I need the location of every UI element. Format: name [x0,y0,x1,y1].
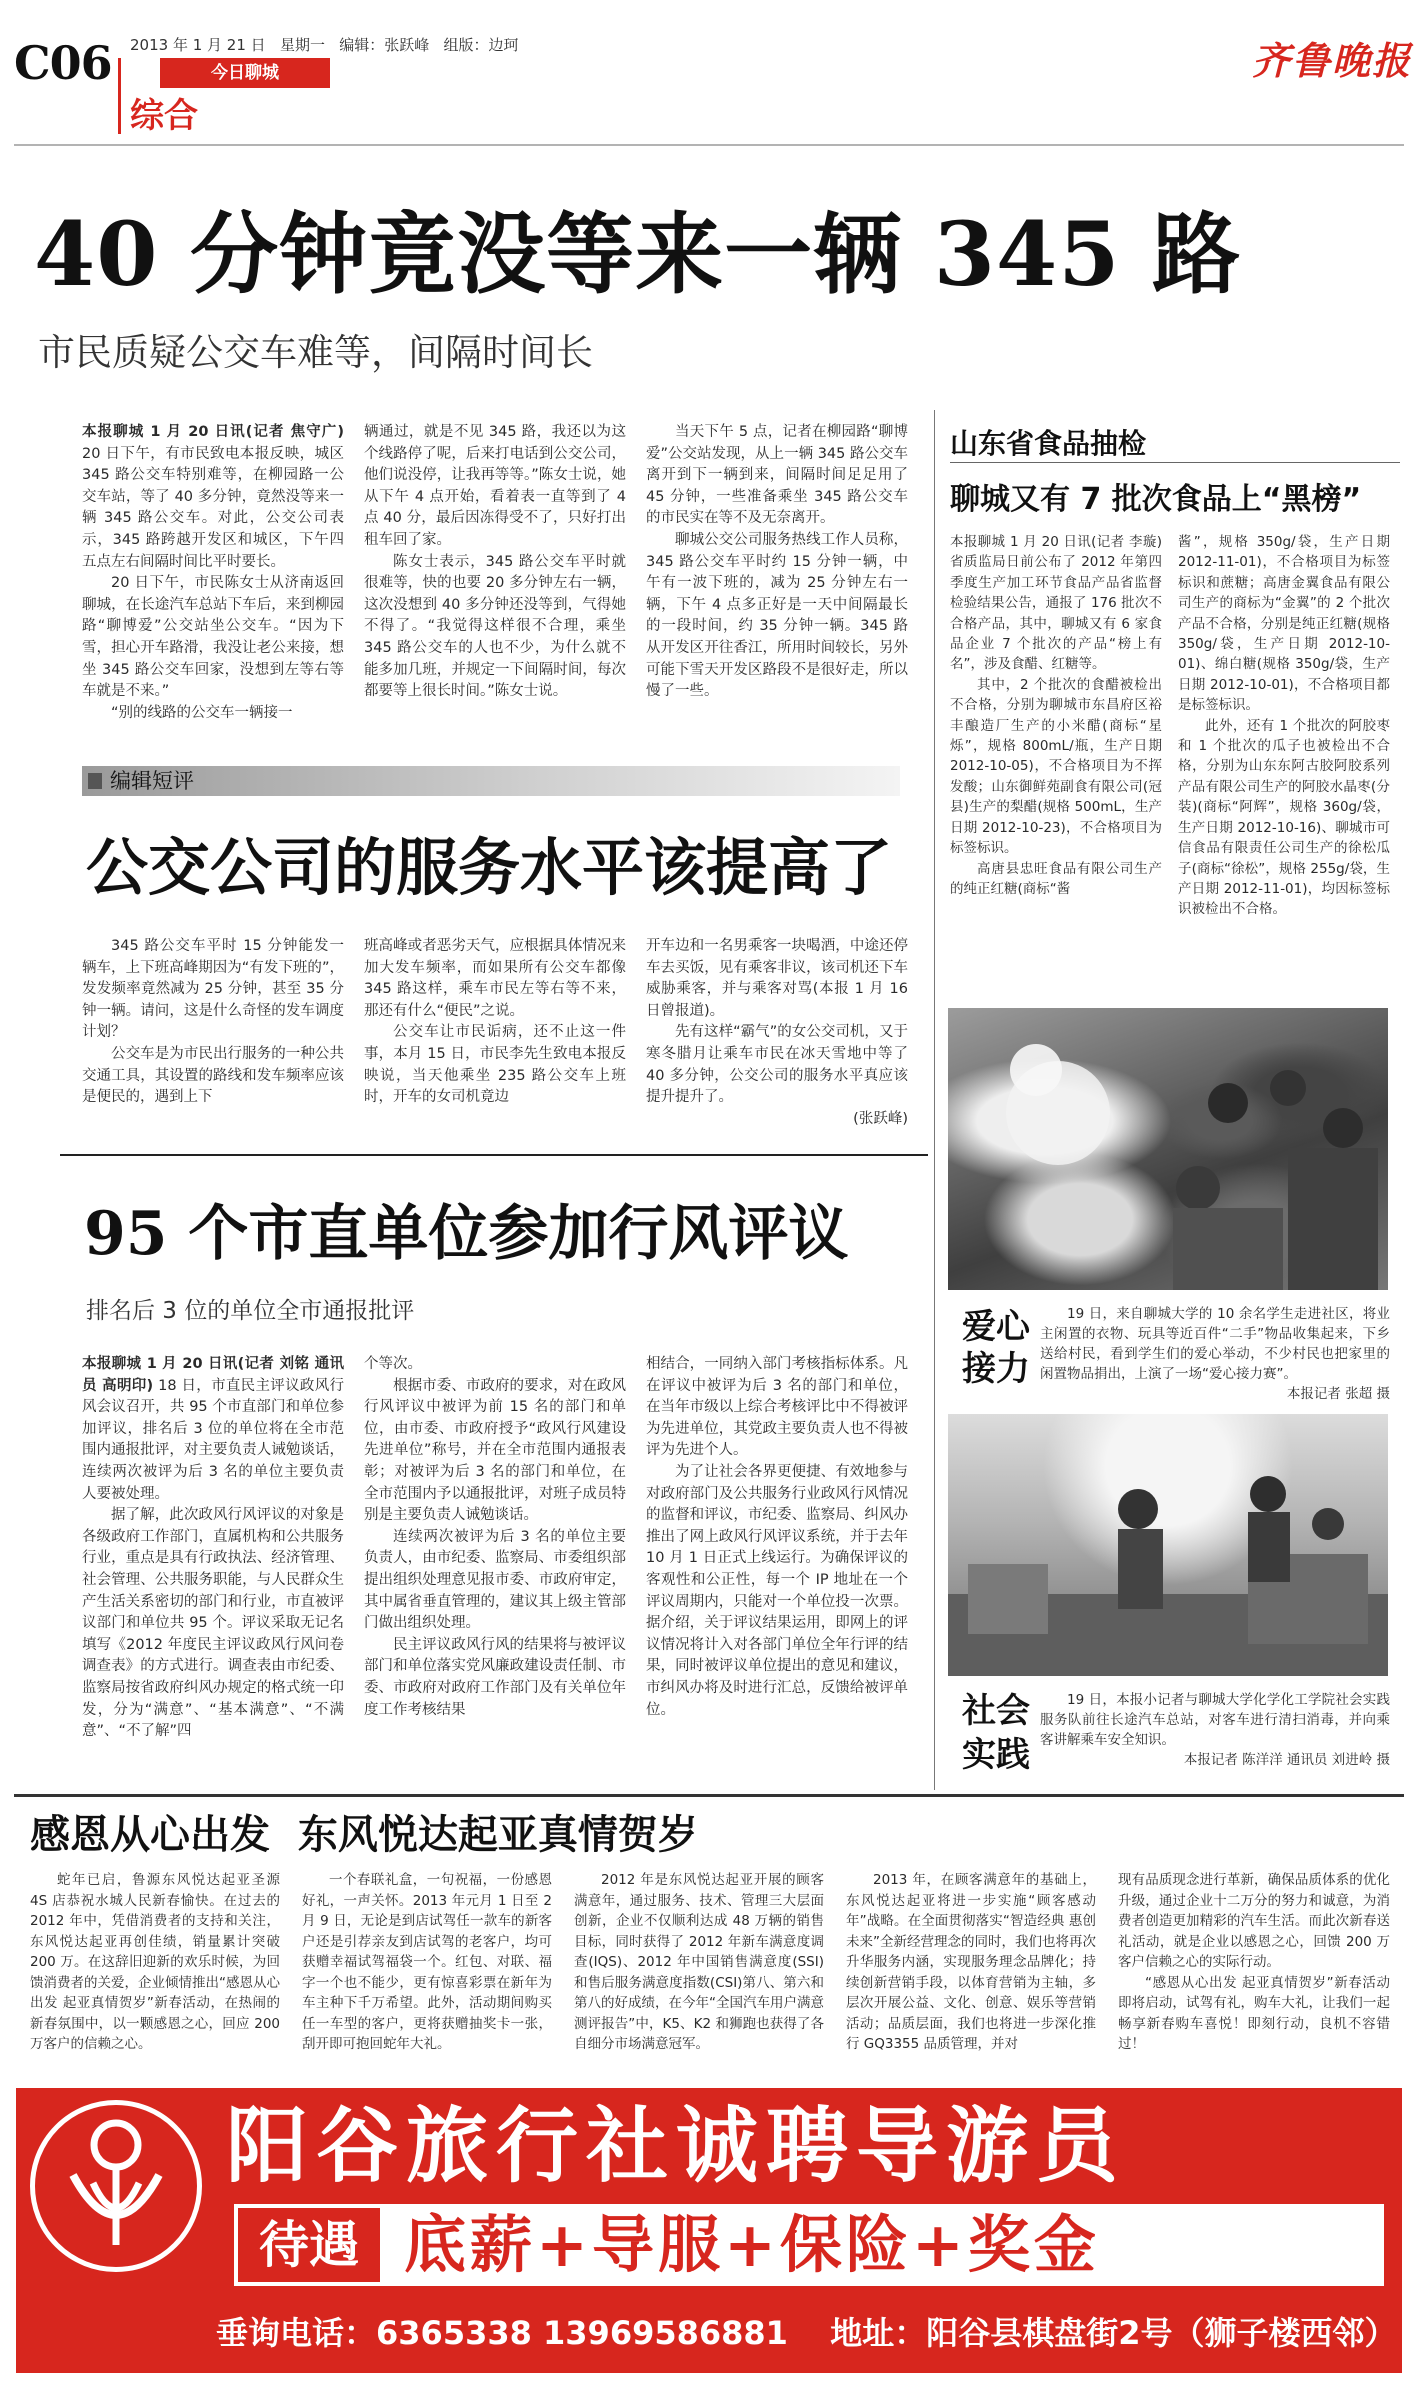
photo-charity-label-b: 接力 [962,1349,1030,1389]
photo-charity-caption-text: 19 日，来自聊城大学的 10 余名学生走进社区，将业主闲置的衣物、玩具等近百件“二手”物品收集起来，下乡送给村民，看到学生们的爱心举动，不少村民也把家里的闲置物品捐出，上演了一场“爱心接力赛”。 [1040,1306,1390,1382]
food-col2 [1178,532,1390,920]
units-text-2: 个等次。 [364,1356,422,1372]
bus-text-3: 当天下午 5 点，记者在柳园路“聊博爱”公交站发现，从上一辆 345 路公交车离开到下一辆到来，间隔时间足足用了 45 分钟，一些准备乘坐 345 路公交车的市民实在等不及无奈离开。 [646,424,908,527]
section-name: 综合 [130,96,198,136]
editorial-bullet [88,773,102,789]
food-heading-rule [950,462,1400,463]
ad-benefit-label: 待遇 [234,2204,384,2286]
header-divider [14,144,1404,146]
units-subtitle: 排名后 3 位的单位全市通报批评 [86,1298,415,1324]
editorial-text-2b: 公交车让市民诟病，还不止这一件事，本月 15 日，市民李先生致电本报反映说，当天他乘坐 235 路公交车上班时，开车的女司机竟边 [364,1024,626,1106]
section-divider-2 [14,1794,1404,1797]
editorial-text-1b: 公交车是为市民出行服务的一种公共交通工具，其设置的路线和发车频率应该是便民的，遇到上下 [82,1045,344,1106]
photo-charity-caption [1040,1304,1390,1404]
photo-bus-label-b: 实践 [962,1735,1030,1775]
editorial-col2 [364,936,626,1109]
ad-title: 阳谷旅行社诚聘导游员 [226,2098,1127,2194]
editorial-text-2: 班高峰或者恶劣天气，应根据具体情况来加大发车频率，而如果所有公交车都像 345 路这样，乘车市民左等右等不来，那还有什么“便民”之说。 [364,938,626,1019]
promo-title: 感恩从心出发 东风悦达起亚真情贺岁 [30,1811,698,1858]
column-divider [934,410,935,1790]
bus-text-3b: 聊城公交公司服务热线工作人员称，345 路公交车平时约 15 分钟一辆，中午有一波下班的，减为 25 分钟左右一辆，下午 4 点多正好是一天中间隔最长的一段时间，约 35 分钟一辆。345 路从开发区开往香江，所用时间较长，另外可能下雪天开发区路段不是很好走，所以慢了一些。 [646,531,908,700]
units-text-2d: 民主评议政风行风的结果将与被评议部门和单位落实党风廉政建设责任制、市委、市政府对政府工作部门及有关单位年度工作考核结果 [364,1636,626,1718]
page-header [0,0,1417,135]
photo-charity-credit: 本报记者 张超 摄 [1286,1386,1390,1402]
units-col2 [364,1354,626,1721]
editorial-title: 公交公司的服务水平该提高了 [86,831,893,904]
bus-text-1: 20 日下午，有市民致电本报反映，城区 345 路公交车特别难等，在柳园路一公交车站，等了 40 多分钟，竟然没等来一辆 345 路公交车。对此，公交公司表示，345 路跨越开发区和城区，下午四五点左右间隔时间比平时要长。 [82,445,344,570]
photo-bus-credit: 本报记者 陈洋洋 通讯员 刘进岭 摄 [1183,1752,1390,1768]
editorial-sign: (张跃峰) [853,1110,908,1127]
bus-text-1c: “别的线路的公交车一辆接一 [111,704,293,721]
editorial-label-bar [82,766,900,796]
promo-col2 [302,1870,552,2055]
photo-bus-caption [1040,1690,1390,1770]
editorial-label: 编辑短评 [110,769,194,793]
promo-text-4: 2013 年，在顾客满意年的基础上，东风悦达起亚将进一步实施“顾客感动年”战略。在全面贯彻落实“智造经典 惠创未来”全新经营理念的同时，我们也将再次升华服务内涵，实现服务理念品牌化；持续创新营销手段，以体育营销为主轴，多层次开展公益、文化、创意、娱乐等营销活动；品质层面，我们也将进一步深化推行 GQ3355 品质管理，并对 [846,1872,1096,2052]
units-text-3: 相结合，一同纳入部门考核指标体系。凡在评议中被评为后 3 名的部门和单位，在当年市级以上综合考核评比中不得被评为先进单位，其党政主要负责人也不得被评为先进个人。 [646,1356,908,1459]
photo-charity-label-a: 爱心 [962,1307,1030,1347]
promo-text-2: 一个春联礼盒，一句祝福，一份感恩好礼，一声关怀。2013 年元月 1 日至 2 月 9 日，无论是到店试驾任一款车的新客户还是引荐亲友到店试驾的老客户，均可获赠幸福试驾福袋一个。红包、对联、福字一个也不能少，更有惊喜彩票在新年为车主种下千万希望。此外，活动期间购买任一车型的客户，更将获赠抽奖卡一张，刮开即可抱回蛇年大礼。 [302,1872,552,2052]
bus-byline: 本报聊城 1 月 20 日讯(记者 焦守广) [82,424,344,440]
food-heading: 山东省食品抽检 [950,427,1147,460]
units-text-1: 18 日，市直民主评议政风行风会议召开，共 95 个市直部门和单位参加评议，排名后 3 位的单位将在全市范围内通报批评，对主要负责人诫勉谈话，连续两次被评为后 3 名的单位主要负责人要被处理。 [82,1377,344,1502]
photo-bus-label-a: 社会 [962,1691,1030,1731]
editorial-col3 [646,936,908,1130]
ad-contact [216,2308,1397,2358]
food-text-1b: 其中，2 个批次的食醋被检出不合格，分别为聊城市东昌府区裕丰酿造厂生产的小米醋(商标“星烁”，规格 800mL/瓶，生产日期 2012-10-05)，不合格项目为不挥发酸；山东御鲜苑副食有限公司(冠县)生产的梨醋(规格 500mL，生产日期 2012-10-23)，不合格项目为标签标识。 [950,676,1162,857]
section-tag: 今日聊城 [160,58,330,88]
promo-col4 [846,1870,1096,2055]
promo-text-5b: “感恩从心出发 起亚真情贺岁”新春活动即将启动，试驾有礼，购车大礼，让我们一起畅享新春购车喜悦！即刻行动，良机不容错过！ [1118,1974,1390,2052]
units-col3 [646,1354,908,1721]
editorial-col1 [82,936,344,1109]
units-text-2c: 连续两次被评为后 3 名的单位主要负责人，由市纪委、监察局、市委组织部提出组织处理意见报市委、市政府审定，其中属省垂直管理的，建议其上级主管部门做出组织处理。 [364,1528,626,1632]
ad-banner [16,2088,1402,2373]
food-title: 聊城又有 7 批次食品上“黑榜” [950,482,1362,517]
editorial-text-1: 345 路公交车平时 15 分钟能发一辆车，上下班高峰期因为“有发下班的”，发发频率竟然减为 25 分钟，甚至 35 分钟一辆。请问，这是什么奇怪的发车调度计划？ [82,938,344,1041]
ad-phone: 6365338 13969586881 [376,2314,788,2352]
food-col1 [950,532,1162,899]
promo-text-1: 蛇年已启，鲁源东风悦达起亚圣源 4S 店恭祝水城人民新春愉快。在过去的 2012 年中，凭借消费者的支持和关注，东风悦达起亚再创佳绩，销量累计突破 200 万。在这辞旧迎新的欢乐时候，为回馈消费者的关爱，企业倾情推出“感恩从心出发 起亚真情贺岁”新春活动，在热闹的新春氛围中，以一颗感恩之心，回应 200 万客户的信赖之心。 [30,1872,280,2052]
promo-col1 [30,1870,280,2055]
promo-col3 [574,1870,824,2055]
date-line: 2013 年 1 月 21 日 星期一 编辑：张跃峰 组版：边珂 [130,36,519,54]
bus-text-1b: 20 日下午，市民陈女士从济南返回聊城，在长途汽车总站下车后，来到柳园路“聊博爱”公交站坐公交车。“因为下雪，担心开车路滑，我没让老公来接，想坐 345 路公交车回家，没想到左等右等车就是不来。” [82,575,344,700]
lead-headline: 40 分钟竟没等来一辆 345 路 [34,202,1242,306]
section-divider-1 [60,1154,928,1156]
bus-text-2b: 陈女士表示，345 路公交车平时就很难等，快的也要 20 多分钟左右一辆，这次没想到 40 多分钟还没等到，气得她不得了。“我觉得这样很不合理，乘坐 345 路公交车的人也不少，为什么就不能多加几班，并规定一下间隔时间，每次都要等上很长时间。”陈女士说。 [364,553,626,700]
ad-logo [30,2100,202,2272]
bus-article-col2 [364,422,626,703]
food-text-2: 酱”，规格 350g/袋，生产日期 2012-11-01)，不合格项目为标签标识和蔗糖；高唐金翼食品有限公司生产的商标为“金翼”的 2 个批次产品不合格，分别是纯正红糖(规格 350g/袋，生产日期 2012-10-01)、绵白糖(规格 350g/袋，生产日期 2012-10-01)，不合格项目都是标签标识。 [1178,534,1390,714]
units-text-3b: 为了让社会各界更便捷、有效地参与对政府部门及公共服务行业政风行风情况的监督和评议，市纪委、监察局、纠风办推出了网上政风行风评议系统，并于去年 10 月 1 日正式上线运行。为确保评议的客观性和公正性，每一个 IP 地址在一个评议周期内，只能对一个单位投一次票。据介绍，关于评议结果运用，即网上的评议情况将计入对各部门单位全年行评的结果，同时被评议单位提出的意见和建议，市纠风办将及时进行汇总，反馈给被评单位。 [646,1463,908,1718]
bus-text-2: 辆通过，就是不见 345 路，我还以为这个线路停了呢，后来打电话到公交公司，他们说没停，让我再等等。”陈女士说，她从下午 4 点开始，看着表一直等到了 4 点 40 分，最后因冻得受不了，只好打出租车回了家。 [364,424,626,548]
photo-charity-shapes [948,1008,1388,1290]
photo-bus-cleaning [948,1414,1388,1676]
promo-text-5: 现有品质现念进行革新，确保品质体系的优化升级，通过企业十二万分的努力和诚意，为消费者创造更加精彩的汽车生活。而此次新春送礼活动，就是企业以感恩之心，回馈 200 万客户信赖之心的实际行动。 [1118,1872,1390,1970]
ad-address: 阳谷县棋盘街2号（狮子楼西邻） [926,2314,1397,2352]
editorial-text-3b: 先有这样“霸气”的女公交司机，又于寒冬腊月让乘车市民在冰天雪地中等了 40 多分钟，公交公司的服务水平真应该提升提升了。 [646,1024,908,1106]
lead-subtitle: 市民质疑公交车难等，间隔时间长 [38,331,593,374]
promo-col5 [1118,1870,1390,2055]
ad-address-label: 地址： [830,2314,927,2352]
units-byline: 本报聊城 1 月 20 日讯(记者 刘铭 通讯员 高明印) [82,1356,344,1394]
promo-text-3: 2012 年是东风悦达起亚开展的顾客满意年，通过服务、技术、管理三大层面创新，企业不仅顺利达成 48 万辆的销售目标，同时获得了 2012 年新车满意度调查(IQS)、2012 年中国销售满意度(SSI)和售后服务满意度指数(CSI)第八、第六和第八的好成绩，在今年“全国汽车用户满意测评报告”中，K5、K2 和狮跑也获得了各自细分市场满意冠军。 [574,1872,824,2052]
ad-benefits: 底薪+导服+保险+奖金 [404,2208,1100,2281]
units-headline: 95 个市直单位参加行风评议 [84,1199,849,1269]
units-text-2b: 根据市委、市政府的要求，对在政风行风评议中被评为前 15 名的部门和单位，由市委、市政府授予“政风行风建设先进单位”称号，并在全市范围内通报表彰；对被评为后 3 名的部门和单位，在全市范围内予以通报批评，对班子成员特别是主要负责人诫勉谈话。 [364,1377,626,1524]
food-text-1: 本报聊城 1 月 20 日讯(记者 李璇) 省质监局日前公布了 2012 年第四季度生产加工环节食品产品省监督检验结果公告，通报了 176 批次不合格产品，其中，聊城又有 6 家食品企业 7 个批次的产品“榜上有名”，涉及食醋、红糖等。 [950,534,1162,673]
photo-bus-shapes [948,1414,1388,1676]
photo-charity [948,1008,1388,1290]
ad-benefit-box [234,2204,1384,2286]
units-text-1b: 据了解，此次政风行风评议的对象是各级政府工作部门，直属机构和公共服务行业，重点是具有行政执法、经济管理、社会管理、公共服务职能，与人民群众生产生活关系密切的部门和行业，市直被评议部门和单位共 95 个。评议采取无记名填写《2012 年度民主评议政风行风问卷调查表》的方式进行。调查表由市纪委、监察局按省政府纠风办规定的格式统一印发，分为“满意”、“基本满意”、“不满意”、“不了解”四 [82,1507,344,1740]
bus-article-col3 [646,422,908,703]
food-text-1c: 高唐县忠旺食品有限公司生产的纯正红糖(商标“酱 [950,860,1162,897]
ad-phone-label: 垂询电话： [216,2314,377,2352]
header-rule [118,58,121,134]
food-text-2b: 此外，还有 1 个批次的阿胶枣和 1 个批次的瓜子也被检出不合格，分别为山东东阿古胶阿胶系列产品有限公司生产的阿胶水晶枣(分装)(商标“阿辉”，规格 360g/袋，生产日期 2012-10-16)、聊城市可信食品有限责任公司生产的徐松瓜子(商标“徐松”，规格 255g/袋，生产日期 2012-11-01)，均因标签标识被检出不合格。 [1178,717,1390,918]
units-col1 [82,1354,344,1743]
ad-logo-icon [35,2105,197,2267]
page-code: C06 [14,36,112,90]
masthead-logo: 齐鲁晚报 [1252,38,1413,83]
bus-article-col1 [82,422,344,724]
photo-bus-caption-text: 19 日，本报小记者与聊城大学化学化工学院社会实践服务队前往长途汽车总站，对客车进行清扫消毒，并向乘客讲解乘车安全知识。 [1040,1692,1390,1748]
editorial-text-3: 开车边和一名男乘客一块喝酒，中途还停车去买饭，见有乘客非议，该司机还下车威胁乘客，并与乘客对骂(本报 1 月 16 日曾报道)。 [646,938,908,1019]
